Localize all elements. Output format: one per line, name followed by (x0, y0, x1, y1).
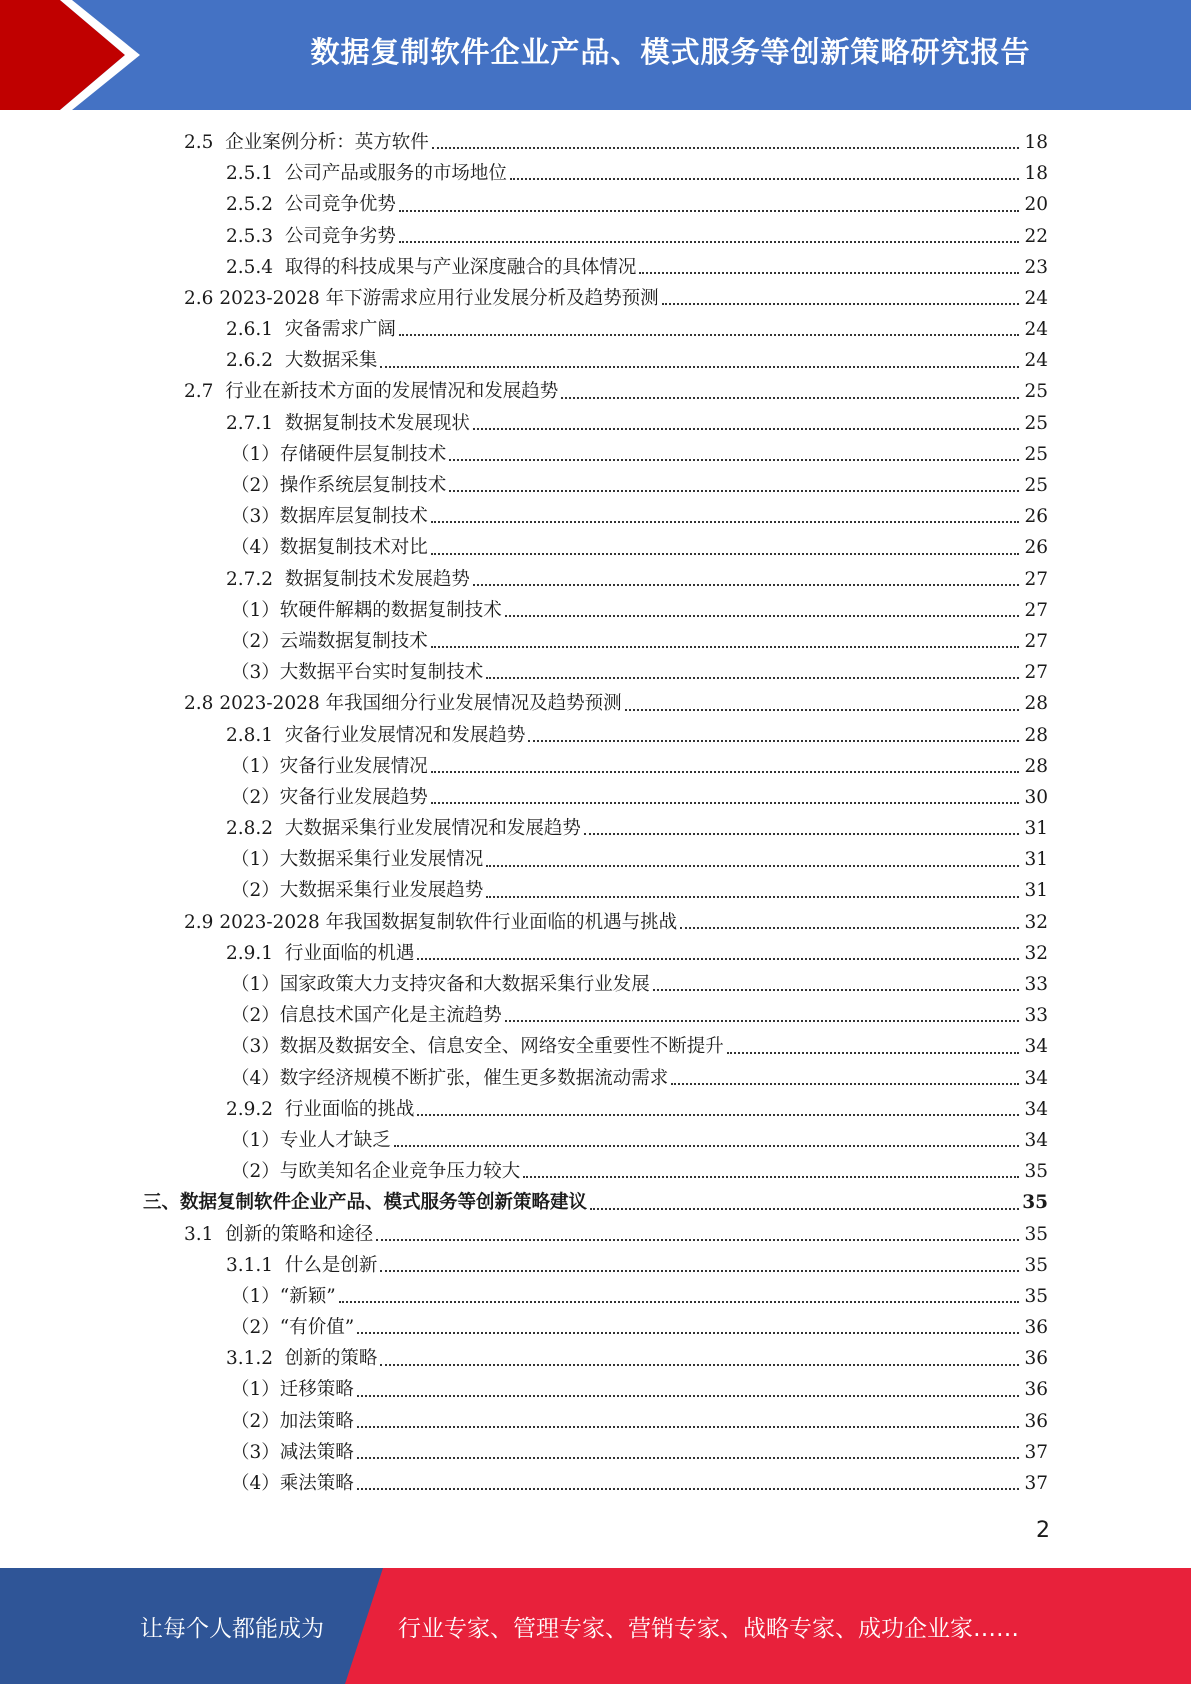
toc-entry-number: （2） (231, 1005, 280, 1027)
toc-entry-title: 与欧美知名企业竞争压力较大 (279, 1161, 521, 1183)
page-number: 2 (1036, 1518, 1050, 1543)
toc-entry[interactable] (0, 1125, 1191, 1156)
toc-dot-leader (357, 1457, 1019, 1459)
toc-entry-title: 专业人才缺乏 (279, 1129, 391, 1151)
toc-entry[interactable] (0, 1219, 1191, 1250)
toc-entry-number: （2） (231, 630, 280, 652)
toc-dot-leader (662, 303, 1019, 305)
toc-entry-page: 25 (1024, 443, 1048, 465)
toc-dot-leader (561, 397, 1019, 399)
toc-entry[interactable] (0, 283, 1191, 314)
toc-entry[interactable] (0, 158, 1191, 189)
toc-entry-page: 34 (1024, 1067, 1048, 1089)
toc-entry-title: 数据复制技术发展现状 (284, 412, 470, 434)
toc-dot-leader (625, 709, 1019, 711)
toc-entry-number: （1） (231, 1129, 280, 1151)
toc-entry-title: 大数据采集行业发展趋势 (279, 880, 484, 902)
toc-entry-number: 2.6.2 (226, 350, 285, 372)
toc-entry[interactable] (0, 595, 1191, 626)
toc-dot-leader (431, 802, 1019, 804)
toc-entry-number: 2.8 (184, 693, 220, 715)
toc-entry-page: 27 (1024, 662, 1048, 684)
toc-entry[interactable] (0, 720, 1191, 751)
toc-dot-leader (653, 989, 1019, 991)
toc-entry[interactable] (0, 626, 1191, 657)
toc-entry-number: （4） (231, 1067, 280, 1089)
toc-entry[interactable] (0, 751, 1191, 782)
toc-entry[interactable] (0, 1375, 1191, 1406)
toc-entry-title: 公司竞争劣势 (284, 225, 396, 247)
toc-entry-title: 软硬件解耦的数据复制技术 (279, 599, 502, 621)
toc-entry[interactable] (0, 657, 1191, 688)
toc-entry-number: （1） (231, 1379, 280, 1401)
toc-entry-number: （2） (231, 475, 280, 497)
toc-entry-title: 信息技术国产化是主流趋势 (279, 1005, 502, 1027)
toc-entry-page: 35 (1024, 1223, 1048, 1245)
toc-entry-page: 36 (1024, 1410, 1048, 1432)
toc-dot-leader (449, 490, 1019, 492)
toc-dot-leader (357, 1488, 1019, 1490)
toc-entry-title: 创新的策略和途径 (225, 1223, 374, 1245)
toc-entry-page: 35 (1024, 1285, 1048, 1307)
toc-entry-title: 行业面临的机遇 (284, 942, 415, 964)
toc-entry-page: 36 (1024, 1348, 1048, 1370)
toc-entry-number: （1） (231, 849, 280, 871)
toc-entry[interactable] (0, 1312, 1191, 1343)
toc-entry-title: 大数据平台实时复制技术 (279, 662, 484, 684)
toc-entry-number: 2.6 (184, 287, 220, 309)
toc-entry-page: 32 (1024, 942, 1048, 964)
toc-entry-title: 灾备行业发展情况和发展趋势 (284, 724, 526, 746)
toc-dot-leader (505, 1020, 1019, 1022)
toc-entry-page: 23 (1024, 256, 1048, 278)
toc-entry-title: 数据及数据安全、信息安全、网络安全重要性不断提升 (279, 1036, 724, 1058)
toc-entry-title: 2023-2028 年下游需求应用行业发展分析及趋势预测 (219, 287, 659, 309)
toc-entry-number: （3） (231, 1036, 280, 1058)
toc-entry[interactable] (0, 345, 1191, 376)
toc-entry-page: 35 (1024, 1161, 1048, 1183)
toc-dot-leader (357, 1426, 1019, 1428)
toc-entry-title: “新颖” (279, 1285, 336, 1307)
toc-entry-title: 大数据采集行业发展情况 (279, 849, 484, 871)
footer-band (0, 1568, 1191, 1684)
toc-entry-page: 31 (1024, 849, 1048, 871)
toc-entry[interactable] (0, 1281, 1191, 1312)
toc-entry[interactable] (0, 501, 1191, 532)
toc-entry-title: 数据复制技术发展趋势 (284, 568, 470, 590)
toc-entry-number: 2.9.2 (226, 1098, 285, 1120)
toc-entry-page: 30 (1024, 786, 1048, 808)
toc-dot-leader (486, 865, 1019, 867)
toc-entry-page: 28 (1024, 755, 1048, 777)
toc-entry-title: 大数据采集 (284, 350, 378, 372)
toc-entry-number: （1） (231, 1285, 280, 1307)
header-band (0, 0, 1191, 110)
toc-dot-leader (431, 553, 1019, 555)
toc-entry-number: 2.8.1 (226, 724, 285, 746)
toc-entry[interactable] (0, 408, 1191, 439)
toc-entry-number: 2.5.3 (226, 225, 285, 247)
toc-entry-number: （1） (231, 974, 280, 996)
toc-entry-page: 34 (1024, 1129, 1048, 1151)
toc-dot-leader (510, 178, 1019, 180)
toc-entry-page: 24 (1024, 350, 1048, 372)
toc-entry-number: 2.6.1 (226, 319, 285, 341)
toc-dot-leader (399, 241, 1019, 243)
toc-dot-leader (432, 147, 1019, 149)
toc-entry-number: （2） (231, 1317, 280, 1339)
toc-dot-leader (417, 958, 1019, 960)
toc-entry[interactable] (0, 532, 1191, 563)
toc-entry[interactable] (0, 1406, 1191, 1437)
toc-dot-leader (399, 334, 1019, 336)
toc-entry-title: 数字经济规模不断扩张，催生更多数据流动需求 (279, 1067, 669, 1089)
toc-entry-number: （3） (231, 506, 280, 528)
toc-entry[interactable] (0, 1063, 1191, 1094)
toc-entry[interactable] (0, 1343, 1191, 1374)
toc-entry-title: 数据复制软件企业产品、模式服务等创新策略建议 (180, 1192, 588, 1214)
toc-entry-number: 三、 (143, 1192, 181, 1214)
toc-dot-leader (680, 927, 1019, 929)
toc-entry-page: 25 (1024, 475, 1048, 497)
toc-entry-page: 28 (1024, 724, 1048, 746)
toc-dot-leader (523, 1176, 1019, 1178)
footer-slogan-left: 让每个人都能成为 (140, 1615, 324, 1642)
toc-entry-number: 2.8.2 (226, 818, 285, 840)
toc-entry[interactable] (0, 1468, 1191, 1499)
toc-dot-leader (399, 210, 1019, 212)
toc-entry[interactable] (0, 189, 1191, 220)
toc-entry-page: 36 (1024, 1379, 1048, 1401)
toc-entry-number: 2.9.1 (226, 942, 285, 964)
toc-entry-title: 取得的科技成果与产业深度融合的具体情况 (284, 256, 637, 278)
toc-entry[interactable] (0, 1187, 1191, 1218)
toc-entry-page: 27 (1024, 630, 1048, 652)
toc-entry-title: 灾备需求广阔 (284, 319, 396, 341)
toc-dot-leader (486, 896, 1019, 898)
toc-dot-leader (357, 1332, 1019, 1334)
toc-entry-number: 2.5.1 (226, 163, 285, 185)
toc-entry-number: （4） (231, 1473, 280, 1495)
toc-entry-number: 3.1.1 (226, 1254, 285, 1276)
toc-entry-page: 33 (1024, 974, 1048, 996)
toc-entry[interactable] (0, 782, 1191, 813)
toc-entry[interactable] (0, 1000, 1191, 1031)
toc-entry-page: 33 (1024, 1005, 1048, 1027)
toc-entry[interactable] (0, 907, 1191, 938)
toc-entry-page: 18 (1024, 131, 1048, 153)
toc-entry-title: 行业在新技术方面的发展情况和发展趋势 (225, 381, 559, 403)
toc-entry-page: 34 (1024, 1036, 1048, 1058)
toc-entry-title: 2023-2028 年我国数据复制软件行业面临的机遇与挑战 (219, 911, 678, 933)
toc-entry-number: （2） (231, 786, 280, 808)
toc-entry[interactable] (0, 1156, 1191, 1187)
toc-entry-title: 灾备行业发展趋势 (279, 786, 428, 808)
toc-dot-leader (417, 1114, 1019, 1116)
toc-entry[interactable] (0, 876, 1191, 907)
toc-entry-title: 操作系统层复制技术 (279, 475, 447, 497)
toc-dot-leader (394, 1145, 1019, 1147)
toc-entry[interactable] (0, 1250, 1191, 1281)
toc-entry-title: 数据库层复制技术 (279, 506, 428, 528)
toc-dot-leader (380, 1364, 1019, 1366)
toc-entry[interactable] (0, 221, 1191, 252)
toc-entry-page: 26 (1024, 537, 1048, 559)
toc-entry[interactable] (0, 252, 1191, 283)
toc-entry-title: “有价值” (279, 1317, 355, 1339)
toc-entry-number: （1） (231, 443, 280, 465)
toc-entry-title: 灾备行业发展情况 (279, 755, 428, 777)
toc-entry[interactable] (0, 127, 1191, 158)
toc-entry-number: （3） (231, 1441, 280, 1463)
toc-entry-page: 18 (1024, 163, 1048, 185)
toc-entry-number: （1） (231, 599, 280, 621)
toc-entry-number: 2.7 (184, 381, 226, 403)
toc-entry-title: 企业案例分析：英方软件 (225, 131, 429, 153)
toc-entry[interactable] (0, 377, 1191, 408)
toc-entry-page: 20 (1024, 194, 1048, 216)
toc-entry-page: 31 (1024, 818, 1048, 840)
toc-entry-title: 数据复制技术对比 (279, 537, 428, 559)
toc-entry-page: 32 (1024, 911, 1048, 933)
toc-dot-leader (639, 272, 1019, 274)
toc-entry-page: 28 (1024, 693, 1048, 715)
toc-dot-leader (727, 1052, 1019, 1054)
toc-entry-title: 云端数据复制技术 (279, 630, 428, 652)
toc-dot-leader (339, 1301, 1019, 1303)
toc-entry-page: 36 (1024, 1317, 1048, 1339)
toc-dot-leader (431, 521, 1019, 523)
toc-entry[interactable] (0, 1031, 1191, 1062)
toc-entry-page: 24 (1024, 319, 1048, 341)
toc-entry[interactable] (0, 564, 1191, 595)
toc-entry-title: 迁移策略 (279, 1379, 354, 1401)
toc-dot-leader (590, 1208, 1019, 1210)
toc-entry-page: 22 (1024, 225, 1048, 247)
toc-entry[interactable] (0, 938, 1191, 969)
toc-entry-page: 25 (1024, 381, 1048, 403)
table-of-contents (0, 127, 1191, 1499)
toc-dot-leader (380, 366, 1019, 368)
toc-entry-title: 创新的策略 (284, 1348, 378, 1370)
toc-entry[interactable] (0, 813, 1191, 844)
toc-entry-page: 37 (1024, 1441, 1048, 1463)
toc-entry-number: 2.5 (184, 131, 226, 153)
toc-entry-page: 31 (1024, 880, 1048, 902)
toc-entry-page: 27 (1024, 599, 1048, 621)
toc-entry-page: 24 (1024, 287, 1048, 309)
toc-entry[interactable] (0, 688, 1191, 719)
toc-entry[interactable] (0, 1094, 1191, 1125)
toc-entry-page: 34 (1024, 1098, 1048, 1120)
toc-entry-title: 公司竞争优势 (284, 194, 396, 216)
toc-dot-leader (376, 1239, 1019, 1241)
toc-entry-number: （2） (231, 880, 280, 902)
toc-entry-number: 2.5.2 (226, 194, 285, 216)
toc-entry-number: （4） (231, 537, 280, 559)
toc-entry-title: 国家政策大力支持灾备和大数据采集行业发展 (279, 974, 650, 996)
report-title: 数据复制软件企业产品、模式服务等创新策略研究报告 (310, 34, 1031, 69)
toc-dot-leader (671, 1083, 1019, 1085)
toc-entry[interactable] (0, 314, 1191, 345)
toc-dot-leader (473, 584, 1019, 586)
toc-entry-number: （2） (231, 1410, 280, 1432)
toc-entry-number: 2.7.1 (226, 412, 285, 434)
toc-dot-leader (380, 1270, 1019, 1272)
toc-entry-number: 3.1 (184, 1223, 226, 1245)
toc-entry-page: 25 (1024, 412, 1048, 434)
toc-entry-number: 2.7.2 (226, 568, 285, 590)
toc-entry-page: 35 (1024, 1254, 1048, 1276)
toc-entry-title: 乘法策略 (279, 1473, 354, 1495)
toc-entry[interactable] (0, 1437, 1191, 1468)
toc-entry[interactable] (0, 470, 1191, 501)
toc-entry[interactable] (0, 969, 1191, 1000)
footer-slogan-right: 行业专家、管理专家、营销专家、战略专家、成功企业家…… (398, 1615, 1019, 1642)
toc-entry-number: 2.9 (184, 911, 220, 933)
toc-entry-number: （3） (231, 662, 280, 684)
toc-entry-number: （1） (231, 755, 280, 777)
toc-dot-leader (528, 740, 1019, 742)
toc-entry-page: 27 (1024, 568, 1048, 590)
toc-entry-title: 公司产品或服务的市场地位 (284, 163, 507, 185)
toc-dot-leader (486, 677, 1019, 679)
toc-entry-page: 37 (1024, 1473, 1048, 1495)
toc-entry-page: 26 (1024, 506, 1048, 528)
toc-entry-title: 2023-2028 年我国细分行业发展情况及趋势预测 (219, 693, 622, 715)
toc-entry-title: 什么是创新 (284, 1254, 378, 1276)
toc-dot-leader (473, 428, 1019, 430)
toc-dot-leader (431, 646, 1019, 648)
toc-dot-leader (357, 1395, 1019, 1397)
toc-entry[interactable] (0, 439, 1191, 470)
toc-entry-number: 2.5.4 (226, 256, 285, 278)
toc-entry-number: （2） (231, 1161, 280, 1183)
toc-dot-leader (505, 615, 1019, 617)
toc-entry-title: 加法策略 (279, 1410, 354, 1432)
toc-entry-page: 35 (1022, 1192, 1048, 1214)
toc-entry-title: 大数据采集行业发展情况和发展趋势 (284, 818, 581, 840)
toc-dot-leader (431, 771, 1019, 773)
header-chevron-decoration (0, 0, 160, 110)
toc-entry[interactable] (0, 844, 1191, 875)
toc-entry-title: 减法策略 (279, 1441, 354, 1463)
toc-dot-leader (584, 833, 1019, 835)
toc-entry-number: 3.1.2 (226, 1348, 285, 1370)
toc-entry-title: 存储硬件层复制技术 (279, 443, 447, 465)
toc-entry-title: 行业面临的挑战 (284, 1098, 415, 1120)
toc-dot-leader (449, 459, 1019, 461)
